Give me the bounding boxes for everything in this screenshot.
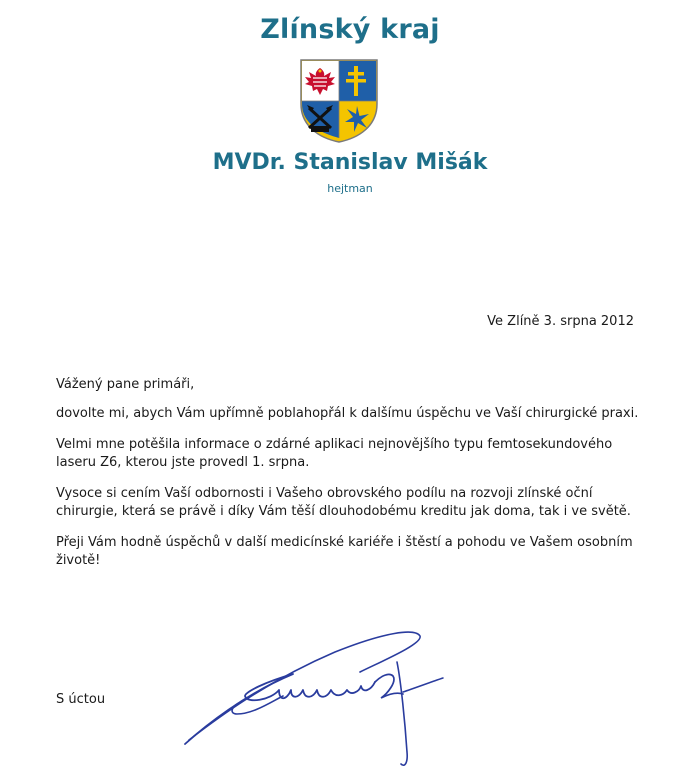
paragraph-wishes: Přeji Vám hodně úspěchů v další medicínské kariéře i štěstí a pohodu ve Vašem osobním životě! — [56, 535, 633, 568]
official-role: hejtman — [327, 182, 373, 195]
handwritten-signature — [175, 622, 475, 772]
region-title: Zlínský kraj — [260, 14, 440, 45]
paragraph-laser: Velmi mne potěšila informace o zdárné aplikaci nejnovějšího typu femtosekundového laseru Z6, kterou jste provedl 1. srpna. — [56, 437, 613, 470]
coat-of-arms-icon — [299, 58, 379, 144]
closing: S úctou — [56, 692, 106, 707]
official-name: MVDr. Stanislav Mišák — [212, 150, 488, 175]
paragraph-appreciation: Vysoce si cením Vaší odbornosti i Vašeho obrovského podílu na rozvoji zlínské oční chirurgie, která se právě i díky Vám těší dlouhodobému kreditu jak doma, tak i ve světě. — [56, 486, 631, 519]
letter-body — [56, 376, 646, 583]
paragraph-congratulation: dovolte mi, abych Vám upřímně poblahopřál k dalšímu úspěchu ve Vaší chirurgické praxi. — [56, 406, 639, 421]
date-line: Ve Zlíně 3. srpna 2012 — [487, 314, 634, 329]
salutation: Vážený pane primáři, — [56, 377, 195, 392]
